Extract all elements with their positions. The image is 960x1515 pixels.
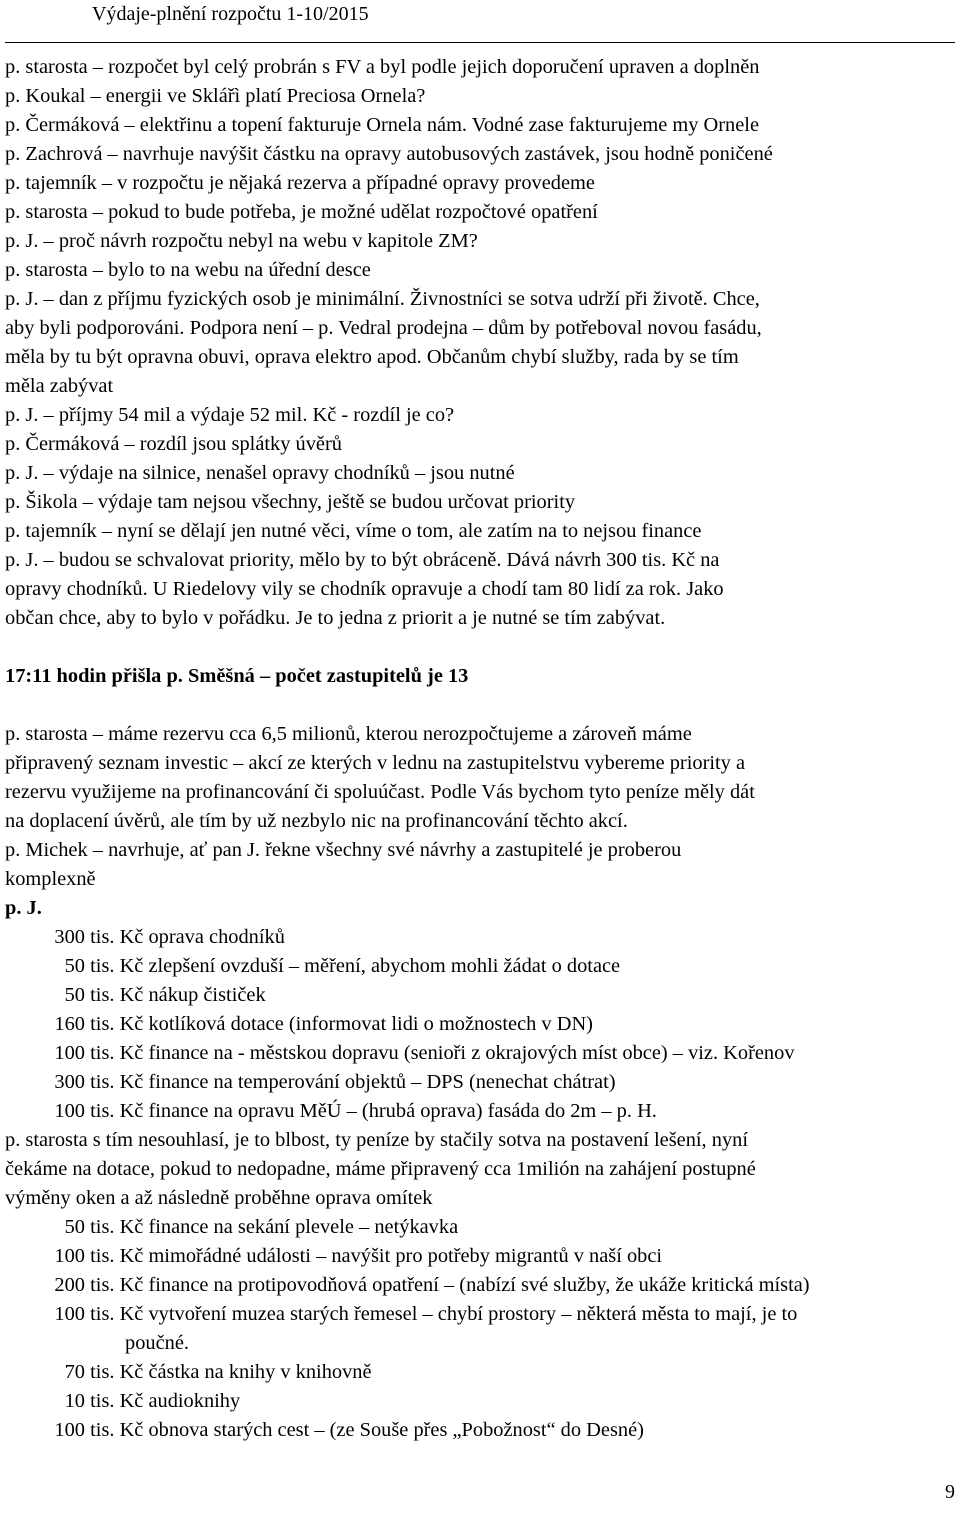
proposal-author-label: p. J. — [5, 897, 42, 919]
budget-amount: 70 — [64, 1361, 85, 1383]
budget-amount: 100 — [54, 1245, 85, 1267]
text-line: připravený seznam investic – akcí ze kterých v lednu na zastupitelstvu vybereme priority a — [5, 752, 746, 774]
budget-amount: 160 — [54, 1013, 85, 1035]
budget-description: tis. Kč zlepšení ovzduší – měření, abychom mohli žádat o dotace — [90, 955, 621, 977]
budget-description: tis. Kč finance na protipovodňová opatření – (nabízí své služby, že ukáže kritická místa) — [90, 1274, 810, 1296]
text-line: p. tajemník – nyní se dělají jen nutné věci, víme o tom, ale zatím na to nejsou finance — [5, 520, 702, 542]
budget-item — [5, 981, 955, 1010]
paragraph-gap — [5, 633, 955, 662]
text-line: p. J. – dan z příjmu fyzických osob je minimální. Živnostníci se sotva udrží při životě. Chce, — [5, 288, 760, 310]
text-line: p. tajemník – v rozpočtu je nějaká rezerva a případné opravy provedeme — [5, 172, 595, 194]
document-body — [5, 53, 955, 1445]
running-header: Výdaje-plnění rozpočtu 1-10/2015 — [92, 3, 369, 25]
text-line: p. Koukal – energii ve Sklářì platí Preciosa Ornela? — [5, 85, 426, 107]
text-line: výměny oken a až následně proběhne oprava omítek — [5, 1187, 433, 1209]
text-line: na doplacení úvěrů, ale tím by už nezbylo nic na profinancování těchto akcí. — [5, 810, 628, 832]
text-line: p. J. – příjmy 54 mil a výdaje 52 mil. Kč - rozdíl je co? — [5, 404, 455, 426]
budget-item — [5, 1271, 955, 1300]
text-line: p. Zachrová – navrhuje navýšit částku na opravy autobusových zastávek, jsou hodně poničené — [5, 143, 773, 165]
text-line: rezervu využijeme na profinancování či spoluúčast. Podle Vás bychom tyto peníze měly dát — [5, 781, 755, 803]
text-line: p. starosta – rozpočet byl celý probrán s FV a byl podle jejich doporučení upraven a doplněn — [5, 56, 760, 78]
budget-amount: 100 — [54, 1042, 85, 1064]
text-line: čekáme na dotace, pokud to nedopadne, máme připravený cca 1milión na zahájení postupné — [5, 1158, 756, 1180]
budget-item — [5, 952, 955, 981]
budget-description: tis. Kč vytvoření muzea starých řemesel – chybí prostory – některá města to mají, je to — [90, 1303, 798, 1325]
budget-description: tis. Kč finance na opravu MěÚ – (hrubá oprava) fasáda do 2m – p. H. — [90, 1100, 657, 1122]
text-line: p. starosta – pokud to bude potřeba, je možné udělat rozpočtové opatření — [5, 201, 598, 223]
text-line: občan chce, aby to bylo v pořádku. Je to jedna z priorit a je nutné se tím zabývat. — [5, 607, 666, 629]
budget-item — [5, 1416, 955, 1445]
budget-description: tis. Kč audioknihy — [90, 1390, 241, 1412]
paragraph-gap — [5, 691, 955, 720]
header-divider — [5, 42, 955, 43]
text-line: p. Čermáková – rozdíl jsou splátky úvěrů — [5, 433, 342, 455]
budget-amount: 50 — [64, 984, 85, 1006]
text-line: aby byli podporováni. Podpora není – p. Vedral prodejna – dům by potřeboval novou fasádu, — [5, 317, 762, 339]
budget-amount: 100 — [54, 1303, 85, 1325]
text-line: p. J. – výdaje na silnice, nenašel opravy chodníků – jsou nutné — [5, 462, 515, 484]
budget-description: tis. Kč kotlíková dotace (informovat lidi o možnostech v DN) — [90, 1013, 593, 1035]
text-line: opravy chodníků. U Riedelovy vily se chodník opravuje a chodí tam 80 lidí za rok. Jako — [5, 578, 724, 600]
budget-amount: 100 — [54, 1419, 85, 1441]
budget-item — [5, 1300, 955, 1329]
budget-item — [5, 1010, 955, 1039]
budget-amount: 300 — [54, 926, 85, 948]
budget-item — [5, 1358, 955, 1387]
page-number: 9 — [945, 1481, 955, 1503]
budget-amount: 10 — [64, 1390, 85, 1412]
text-line: p. Šikola – výdaje tam nejsou všechny, ještě se budou určovat priority — [5, 491, 576, 513]
budget-item — [5, 1068, 955, 1097]
text-line: p. J. – budou se schvalovat priority, mělo by to být obráceně. Dává návrh 300 tis. Kč na — [5, 549, 720, 571]
budget-item — [5, 1097, 955, 1126]
budget-description: tis. Kč částka na knihy v knihovně — [90, 1361, 372, 1383]
text-line: p. starosta – máme rezervu cca 6,5 milionů, kterou nerozpočtujeme a zároveň máme — [5, 723, 692, 745]
text-line: p. Michek – navrhuje, ať pan J. řekne všechny své návrhy a zastupitelé je proberou — [5, 839, 682, 861]
budget-amount: 200 — [54, 1274, 85, 1296]
budget-description: tis. Kč oprava chodníků — [90, 926, 285, 948]
budget-description: tis. Kč obnova starých cest – (ze Souše přes „Pobožnost“ do Desné) — [90, 1419, 644, 1441]
budget-item — [5, 1213, 955, 1242]
budget-item — [5, 1039, 955, 1068]
text-line: p. J. – proč návrh rozpočtu nebyl na webu v kapitole ZM? — [5, 230, 478, 252]
text-line: měla zabývat — [5, 375, 114, 397]
budget-amount: 50 — [64, 955, 85, 977]
budget-description: tis. Kč mimořádné události – navýšit pro potřeby migrantů v naší obci — [90, 1245, 663, 1267]
budget-description: tis. Kč finance na - městskou dopravu (senioři z okrajových míst obce) – viz. Kořenov — [90, 1042, 795, 1064]
attendance-note: 17:11 hodin přišla p. Směšná – počet zastupitelů je 13 — [5, 665, 469, 687]
budget-description: tis. Kč finance na temperování objektů – DPS (nenechat chátrat) — [90, 1071, 616, 1093]
budget-amount: 50 — [64, 1216, 85, 1238]
budget-description: tis. Kč finance na sekání plevele – netýkavka — [90, 1216, 459, 1238]
budget-amount: 100 — [54, 1100, 85, 1122]
budget-item — [5, 1242, 955, 1271]
budget-item — [5, 923, 955, 952]
text-line: p. starosta – bylo to na webu na úřední desce — [5, 259, 371, 281]
budget-item — [5, 1387, 955, 1416]
budget-item-continuation: poučné. — [125, 1332, 189, 1354]
text-line: měla by tu být opravna obuvi, oprava elektro apod. Občanům chybí služby, rada by se tím — [5, 346, 739, 368]
text-line: p. Čermáková – elektřinu a topení fakturuje Ornela nám. Vodné zase fakturujeme my Ornele — [5, 114, 760, 136]
text-line: komplexně — [5, 868, 96, 890]
budget-description: tis. Kč nákup čističek — [90, 984, 266, 1006]
text-line: p. starosta s tím nesouhlasí, je to blbost, ty peníze by stačily sotva na postavení lešení, nyní — [5, 1129, 749, 1151]
budget-amount: 300 — [54, 1071, 85, 1093]
